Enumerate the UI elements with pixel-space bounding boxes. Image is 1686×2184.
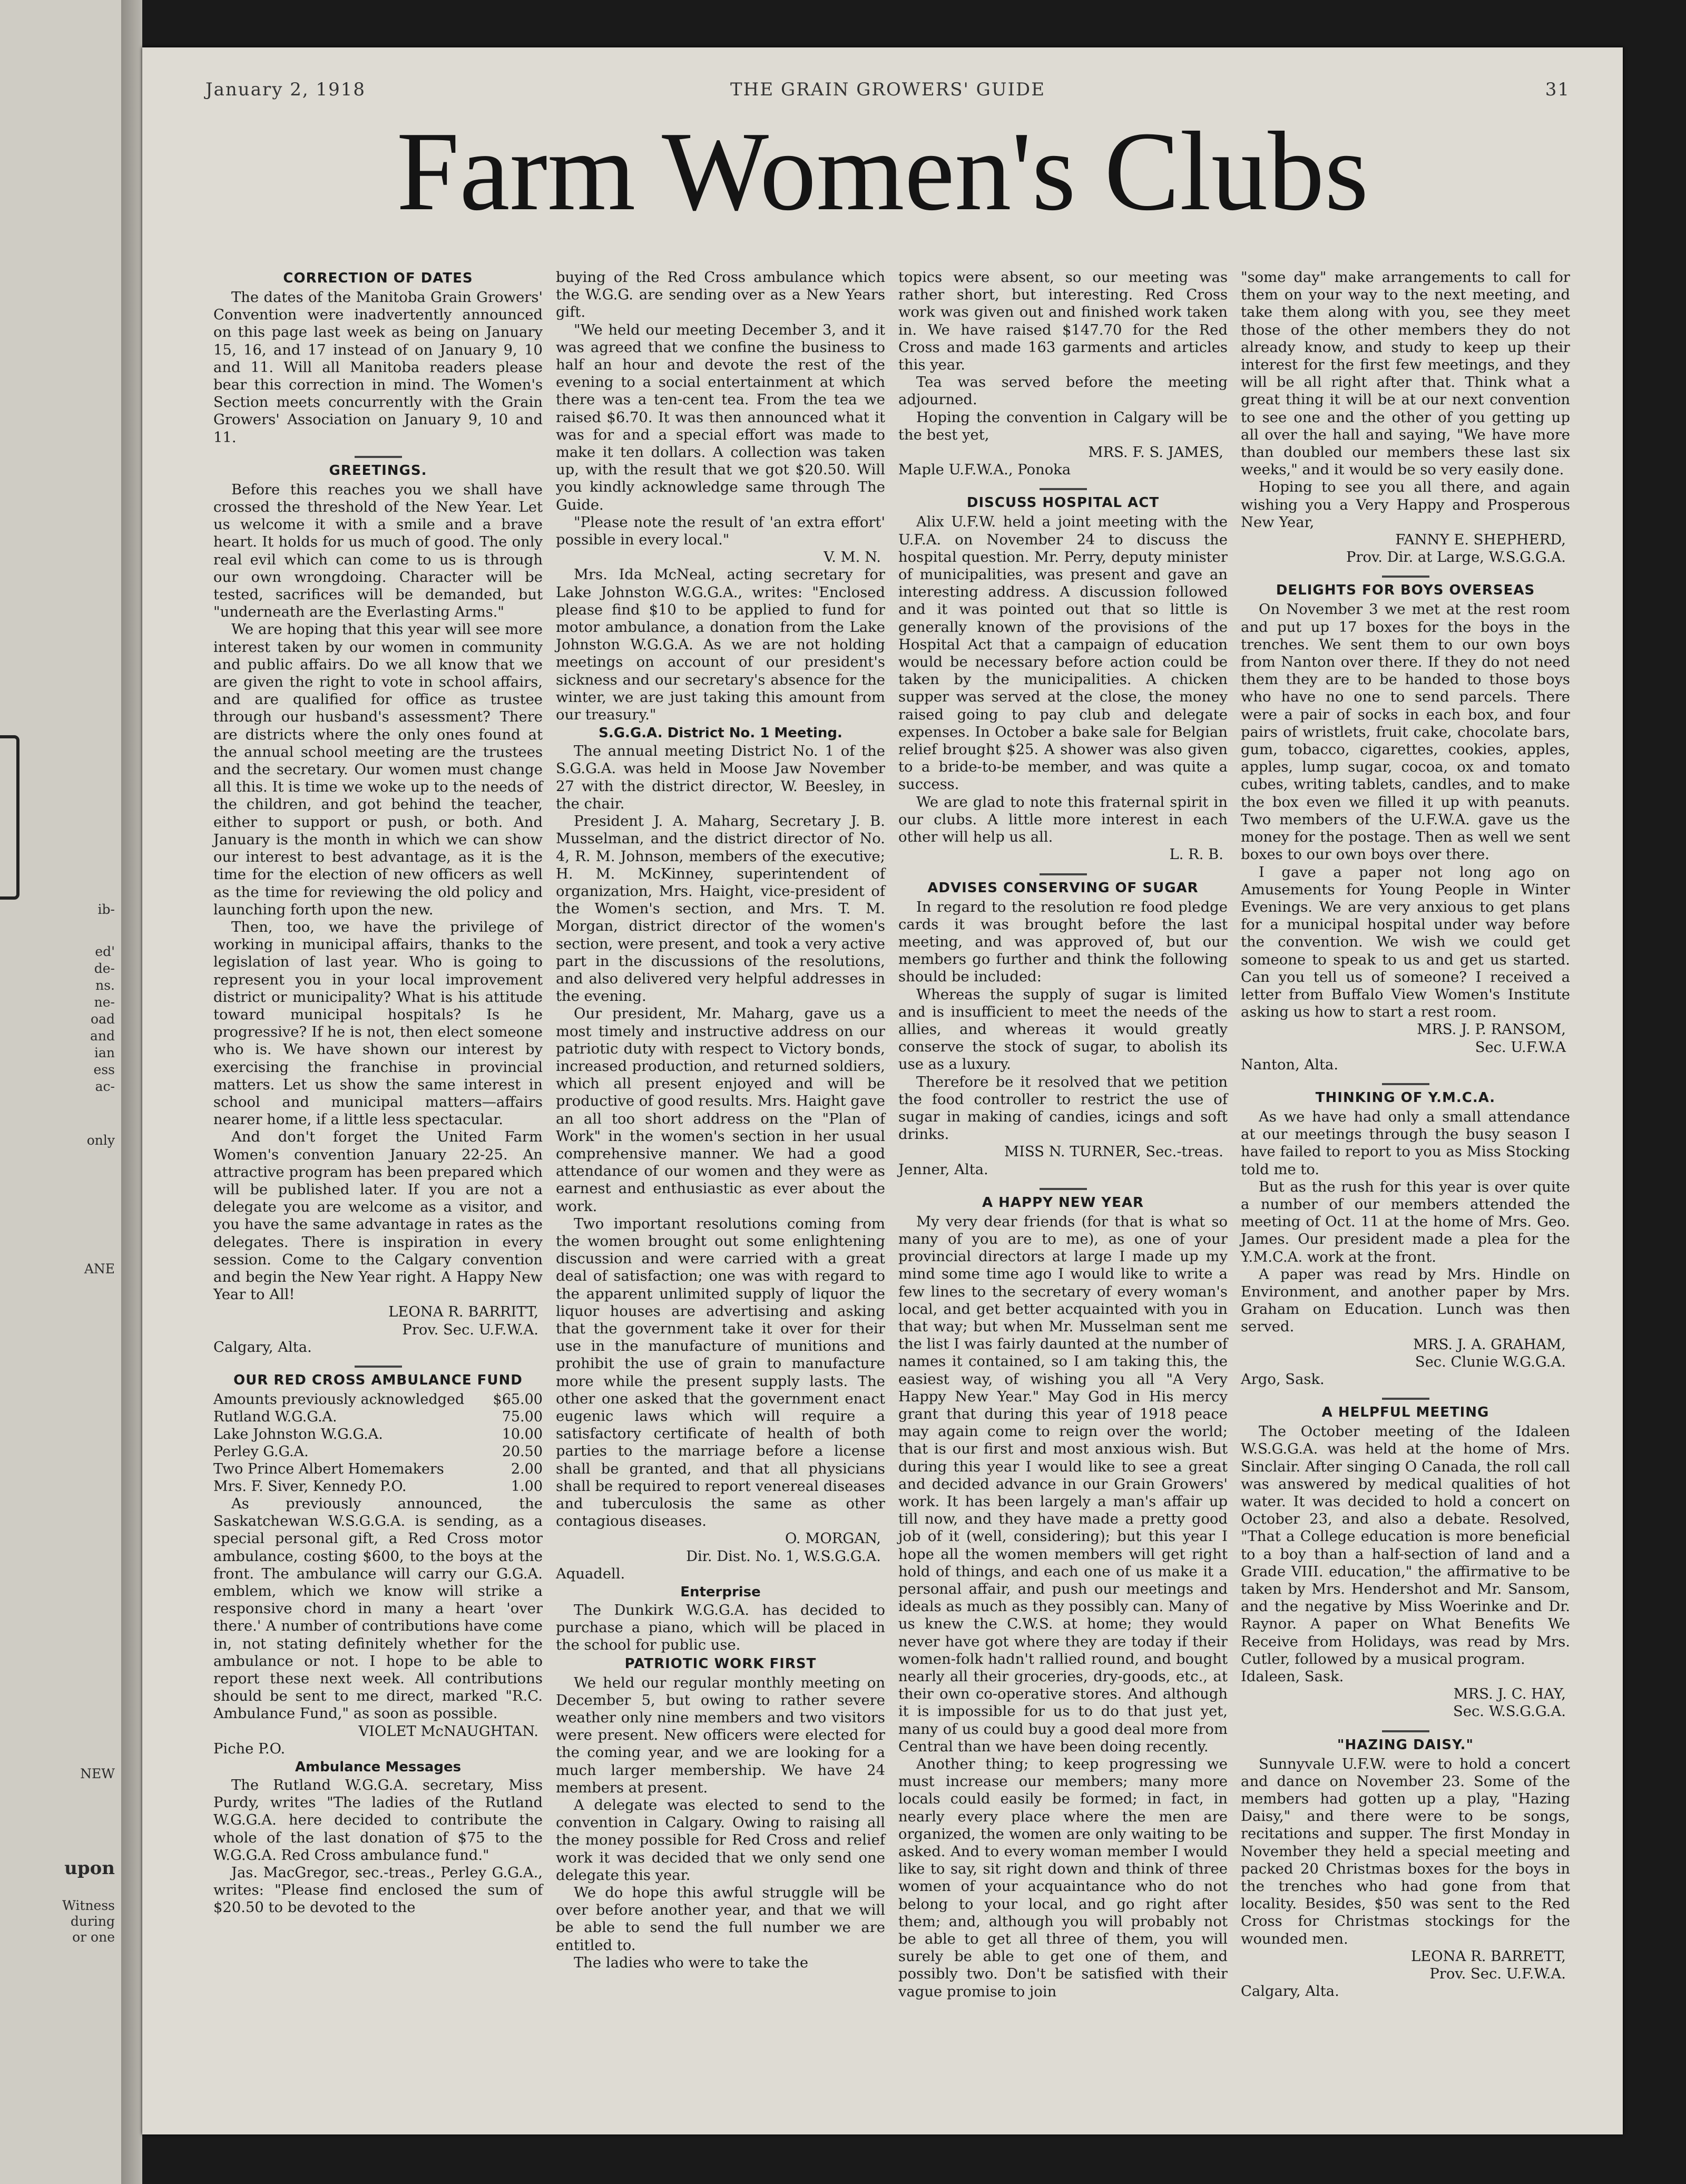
ledger-amount: 20.50	[502, 1443, 543, 1460]
divider	[1040, 488, 1087, 490]
article-paragraph: Hoping the convention in Calgary will be the best yet,	[898, 409, 1228, 443]
facing-page-fragment: ns.	[95, 978, 115, 993]
article-paragraph: Therefore be it resolved that we petition the food controller to restrict the use of sugar in making of candies, icings and soft drinks.	[898, 1074, 1228, 1143]
signature: LEONA R. BARRITT,	[388, 1304, 538, 1321]
article-heading: THINKING OF Y.M.C.A.	[1315, 1089, 1496, 1106]
contributions-table	[213, 1391, 543, 1495]
location: Calgary, Alta.	[213, 1339, 312, 1356]
table-row	[213, 1460, 543, 1478]
article-heading: PATRIOTIC WORK FIRST	[624, 1655, 817, 1672]
facing-page-fragment: ne-	[94, 994, 115, 1010]
issue-date: January 2, 1918	[205, 79, 366, 100]
facing-page-fragment: or one	[72, 1929, 115, 1945]
article-paragraph: A paper was read by Mrs. Hindle on Environment, and another paper by Mrs. Graham on Education. Lunch was then served.	[1241, 1266, 1570, 1335]
article-paragraph: Then, too, we have the privilege of working in municipal affairs, thanks to the legislation of last year. Who is going to represent you in your local improvement district or municipality? What is his attitude toward municipal hospitals? Is he progressive? If he is not, then elect someone who is. We have shown our interest by exercising the franchise in provincial matters. Let us show the same interest in school and municipal matters—affairs nearer home, if a little less spectacular.	[213, 919, 543, 1128]
signature: MISS N. TURNER, Sec.-treas.	[1004, 1144, 1223, 1161]
facing-page-fragment: NEW	[80, 1766, 115, 1781]
article-heading: DELIGHTS FOR BOYS OVERSEAS	[1276, 582, 1535, 599]
article-heading: "HAZING DAISY."	[1337, 1737, 1474, 1753]
article-paragraph: Two important resolutions coming from the women brought out some enlightening discussion and were carried with a great deal of satisfaction; one was with regard to the apparent unlimited supply of liquor the liquor houses are advertising and asking that the government take it over for their use in the manufacture of munitions and prohibit the use of grain to manufacture more while the present supply lasts. The other one asked that the government enact eugenic laws which will require a satisfactory certificate of health of both parties to the marriage before a license shall be granted, and that all physicians shall be required to report venereal diseases and tuberculosis the same as other contagious diseases.	[556, 1215, 885, 1530]
signature-title: Dir. Dist. No. 1, W.S.G.G.A.	[686, 1548, 881, 1565]
publication-name: THE GRAIN GROWERS' GUIDE	[730, 79, 1046, 100]
divider	[355, 1366, 402, 1368]
facing-page-fragment: ib-	[97, 902, 115, 917]
location: Maple U.F.W.A., Ponoka	[898, 462, 1071, 479]
article-paragraph: The ladies who were to take the	[574, 1954, 809, 1971]
article-paragraph: We are hoping that this year will see more interest taken by our women in community and public affairs. Do we all know that we are given the right to vote in school affairs, and are qualified for office as trustee through our husband's assessment? There are districts where the only ones found at the annual school meeting are the trustees and the secretary. Our women must change all this. It is time we woke up to the needs of the children, and got behind the teacher, either to support or push, or both. And January is the month in which we can show our interest to best advantage, as it is the time for the election of new officers as well as the time for reviewing the old policy and launching forth upon the new.	[213, 621, 543, 918]
facing-page-fragment: ess	[93, 1062, 115, 1077]
article-paragraph: Another thing; to keep progressing we must increase our members; many more locals could easily be formed; in fact, in nearly every place where the men are organized, the women are only waiting to be asked. And to every woman member I would like to say, sit right down and think of three women of your acquaintance who do not belong to your local, and go right after them; and, although you will probably not be able to get all three of them, you will surely be able to get one of them, and possibly two. Don't be satisfied with their vague promise to join	[898, 1756, 1228, 2000]
signature: FANNY E. SHEPHERD,	[1395, 532, 1566, 549]
signature: MRS. F. S. JAMES,	[1088, 444, 1223, 461]
signature: VIOLET McNAUGHTAN.	[358, 1723, 538, 1740]
facing-page-box-outline	[0, 735, 19, 900]
signature: O. MORGAN,	[785, 1530, 881, 1547]
page-number: 31	[1545, 79, 1570, 100]
facing-page-fragment: oad	[91, 1011, 115, 1027]
article-paragraph: I gave a paper not long ago on Amusements for Young People in Winter Evenings. We are very anxious to get plans for a municipal hospital under way before the convention. We wish we could get someone to speak to us and get us started. Can you tell us of someone? I received a letter from Buffalo View Women's Institute asking us how to start a rest room.	[1241, 864, 1570, 1021]
article-paragraph: Alix U.F.W. held a joint meeting with the U.F.A. on November 24 to discuss the hospital question. Mr. Perry, deputy minister of municipalities, was present and gave an interesting address. A discussion followed and it was pointed out that so little is generally known of the provisions of the Hospital Act that a campaign of education would be necessary before action could be taken by the municipalities. A chicken supper was served at the close, the money raised going to pay club and delegate expenses. In October a bake sale for Belgian relief brought $25. A shower was also given to a bride-to-be member, and was quite a success.	[898, 514, 1228, 793]
signature: MRS. J. A. GRAHAM,	[1413, 1336, 1566, 1353]
ledger-label: Mrs. F. Siver, Kennedy P.O.	[213, 1478, 407, 1495]
article-subheading: S.G.G.A. District No. 1 Meeting.	[599, 725, 842, 742]
article-paragraph: The Rutland W.G.G.A. secretary, Miss Purdy, writes "The ladies of the Rutland W.G.G.A. here decided to contribute the whole of the last donation of $75 to the W.G.G.A. Red Cross ambulance fund."	[213, 1777, 543, 1864]
divider	[1040, 873, 1087, 875]
table-row	[213, 1443, 543, 1460]
location: Piche P.O.	[213, 1740, 286, 1757]
ledger-amount: 10.00	[502, 1426, 543, 1442]
article-subheading: Enterprise	[680, 1584, 761, 1601]
article-paragraph: Mrs. Ida McNeal, acting secretary for Lake Johnston W.G.G.A., writes: "Enclosed please find $10 to be applied to fund for motor ambulance, a donation from the Lake Johnston W.G.G.A. As we are not holding meetings on account of our president's sickness and our secretary's absence for the winter, we are just taking this amount from our treasury."	[556, 567, 885, 724]
article-paragraph: Tea was served before the meeting adjourned.	[898, 374, 1228, 408]
article-paragraph: The annual meeting District No. 1 of the S.G.G.A. was held in Moose Jaw November 27 with the district director, W. Beesley, in the chair.	[556, 743, 885, 812]
article-paragraph: As we have had only a small attendance at our meetings through the busy season I have failed to report to you as Miss Stocking told me to.	[1241, 1108, 1570, 1178]
article-paragraph: topics were absent, so our meeting was rather short, but interesting. Red Cross work was given out and finished work taken in. We have raised $147.70 for the Red Cross and made 163 garments and articles this year.	[898, 269, 1228, 374]
signature-title: Prov. Sec. U.F.W.A.	[402, 1321, 538, 1338]
article-heading: GREETINGS.	[329, 462, 427, 479]
signature-title: Prov. Dir. at Large, W.S.G.G.A.	[1346, 549, 1566, 566]
location: Aquadell.	[556, 1565, 625, 1582]
facing-page-fragment: during	[70, 1914, 115, 1929]
facing-page-fragment: ANE	[84, 1261, 115, 1276]
divider	[1382, 1083, 1429, 1085]
article-paragraph: As previously announced, the Saskatchewan W.S.G.G.A. is sending, as a special personal gift, a Red Cross motor ambulance, costing $600, to the boys at the front. The ambulance will carry our G.G.A. emblem, which we know will strike a responsive chord in many a heart 'over there.' A number of contributions have come in, not stating definitely whether for the ambulance or not. I hope to be able to report these next week. All contributions should be sent to me direct, marked "R.C. Ambulance Fund," as soon as possible.	[213, 1495, 543, 1722]
article-paragraph: "some day" make arrangements to call for them on your way to the next meeting, and take them along with you, see they meet those of the other members they do not already know, and study to keep up their interest for the first few meetings, and they will be all right after that. Think what a great thing it will be at our next convention to see one and the other of you getting up all over the hall and saying, "We have more than doubled our members these last six weeks," and it would be so very easily done.	[1241, 269, 1570, 479]
article-paragraph: buying of the Red Cross ambulance which the W.G.G. are sending over as a New Years gift.	[556, 269, 885, 321]
ledger-label: Two Prince Albert Homemakers	[213, 1460, 444, 1477]
divider	[1382, 1730, 1429, 1732]
article-paragraph: President J. A. Maharg, Secretary J. B. Musselman, and the district director of No. 4, R. M. Johnson, members of the executive; H. M. McKinney, superintendent of organization, Mrs. Haight, vice-president of the Women's section, and Mrs. T. M. Morgan, district director of the women's section, were present, and took a very active part in the discussions of the resolutions, and also delivered very helpful addresses in the evening.	[556, 813, 885, 1005]
article-heading: A HELPFUL MEETING	[1321, 1405, 1489, 1421]
ledger-label: Amounts previously acknowledged	[213, 1391, 465, 1408]
location: Nanton, Alta.	[1241, 1056, 1339, 1073]
facing-page-fragment: de-	[94, 961, 115, 976]
column-3	[898, 269, 1228, 2001]
divider	[355, 456, 402, 458]
signature-title: Sec. Clunie W.G.G.A.	[1415, 1353, 1566, 1370]
page-header	[205, 79, 1570, 104]
signature: V. M. N.	[824, 549, 881, 566]
page-title: Farm Women's Clubs	[396, 108, 1369, 234]
location: Calgary, Alta.	[1241, 1983, 1339, 2000]
column-2	[556, 269, 885, 1972]
newspaper-page	[142, 47, 1623, 2134]
signature: LEONA R. BARRETT,	[1410, 1948, 1566, 1965]
facing-page-fragment: only	[86, 1133, 115, 1148]
column-4	[1241, 269, 1570, 2000]
article-paragraph: The dates of the Manitoba Grain Growers' Convention were inadvertently announced on this page last week as being on January 15, 16, and 17 instead of on January 9, 10 and 11. Will all Manitoba readers please bear this correction in mind. The Women's Section meets concurrently with the Grain Growers' Association on January 9, 10 and 11.	[213, 289, 543, 446]
facing-page-fragment: ed'	[95, 944, 115, 959]
article-paragraph: The Dunkirk W.G.G.A. has decided to purchase a piano, which will be placed in the school for public use.	[556, 1602, 885, 1654]
signature-title: Sec. U.F.W.A	[1475, 1039, 1566, 1056]
signature: MRS. J. P. RANSOM,	[1417, 1021, 1566, 1038]
ledger-amount: 1.00	[511, 1478, 543, 1495]
facing-page-fragment: ian	[94, 1045, 115, 1060]
article-heading: DISCUSS HOSPITAL ACT	[966, 495, 1160, 511]
ledger-amount: 2.00	[511, 1460, 543, 1477]
article-paragraph: And don't forget the United Farm Women's convention January 22-25. An attractive program has been prepared which will be published later. If you are not a delegate you are welcome as a visitor, and you have the same advantage in rates as the delegates. There is inspiration in every session. Come to the Calgary convention and begin the New Year right. A Happy New Year to All!	[213, 1129, 543, 1303]
signature: L. R. B.	[1169, 846, 1223, 863]
article-paragraph: Hoping to see you all there, and again wishing you a Very Happy and Prosperous New Year,	[1241, 479, 1570, 531]
article-paragraph: Before this reaches you we shall have crossed the threshold of the New Year. Let us welcome it with a smile and a brave heart. It holds for us much of good. The only real evil which can come to us is through our own wrongdoing. Character will be tested, sacrifices will be demanded, but "underneath are the Everlasting Arms."	[213, 481, 543, 621]
article-paragraph: We do hope this awful struggle will be over before another year, and that we will be able to send the full number we are entitled to.	[556, 1885, 885, 1954]
article-subheading: Ambulance Messages	[295, 1759, 462, 1776]
signature-title: Prov. Sec. U.F.W.A.	[1429, 1966, 1566, 1983]
divider	[1382, 1398, 1429, 1400]
book-gutter	[121, 0, 142, 2184]
column-1	[213, 269, 543, 1917]
signature: MRS. J. C. HAY,	[1453, 1686, 1566, 1703]
article-paragraph: On November 3 we met at the rest room and put up 17 boxes for the boys in the trenches. We sent them to our own boys from Nanton over there. If they do not need them they are to be handed to those boys who have no one to send parcels. There were a pair of socks in each box, and four pairs of wristlets, fruit cake, chocolate bars, gum, tobacco, cigarettes, cookies, apples, apples, lump sugar, cocoa, ox and tomato cubes, writing tablets, candles, and to make the box even we filled it up with peanuts. Two members of the U.F.W.A. gave us the money for the postage. Then as well we sent boxes to our own boys over there.	[1241, 601, 1570, 863]
table-row	[213, 1478, 543, 1495]
ledger-label: Perley G.G.A.	[213, 1443, 309, 1460]
facing-page-edge	[0, 0, 121, 2184]
facing-page-fragment: ac-	[95, 1079, 115, 1094]
article-heading: ADVISES CONSERVING OF SUGAR	[927, 880, 1199, 896]
table-row	[213, 1408, 543, 1426]
divider	[1382, 576, 1429, 578]
article-paragraph: We are glad to note this fraternal spirit in our clubs. A little more interest in each other will help us all.	[898, 794, 1228, 846]
article-paragraph: A delegate was elected to send to the convention in Calgary. Owing to raising all the money possible for Red Cross and relief work it was decided that we only send one delegate this year.	[556, 1797, 885, 1884]
ledger-label: Lake Johnston W.G.G.A.	[213, 1426, 383, 1442]
article-paragraph: My very dear friends (for that is what so many of you are to me), as one of your provincial directors at large I made up my mind some time ago I would like to write a few lines to the secretary of every woman's local, and get better acquainted with you in that way; but when Mr. Musselman sent me the list I was fairly daunted at the number of names it contained, so I am taking this, the easiest way, of wishing you all "A Very Happy New Year." May God in His mercy grant that during this year of 1918 peace may again come to reign over the world; that is our first and most anxious wish. But during this year I would like to see a great and decided advance in our Grain Growers' work. It has been largely a man's affair up till now, and they have made a pretty good job of it (well, considering); but this year I hope all the women members will get right hold of things, and each one of us make it a personal affair, and push our meetings and ideals as much as they possibly can. Many of us knew the C.W.S. at home; they would never have got where they are today if their women-folk hadn't rallied round, and bought nearly all their groceries, dry-goods, etc., at their own co-operative stores. And although it is impossible for us to do that just yet, many of us could buy a good deal more from Central than we have been doing recently.	[898, 1213, 1228, 1755]
article-paragraph: Whereas the supply of sugar is limited and is insufficient to meet the needs of the allies, and whereas it would greatly conserve the stock of sugar, to abolish its use as a luxury.	[898, 986, 1228, 1073]
article-paragraph: Sunnyvale U.F.W. were to hold a concert and dance on November 23. Some of the members had gotten up a play, "Hazing Daisy," and there were to be songs, recitations and supper. The first Monday in November they held a special meeting and packed 20 Christmas boxes for the boys in the trenches who had gone from that locality. Besides, $50 was sent to the Red Cross for Christmas stockings for the wounded men.	[1241, 1756, 1570, 1947]
ledger-amount: $65.00	[493, 1391, 543, 1408]
facing-page-fragment: upon	[64, 1858, 115, 1879]
article-paragraph: "We held our meeting December 3, and it was agreed that we confine the business to half an hour and devote the rest of the evening to a social entertainment at which there was a ten-cent tea. From the tea we raised $6.70. It was then announced what it was for and a special effort was made to make it ten dollars. A collection was taken up, with the result that we got $20.50. Will you kindly acknowledge same through The Guide.	[556, 321, 885, 513]
article-heading: CORRECTION OF DATES	[283, 270, 473, 286]
article-paragraph: Our president, Mr. Maharg, gave us a most timely and instructive address on our patriotic duty with respect to Victory bonds, increased production, and returned soldiers, which all present enjoyed and will be productive of good results. Mrs. Haight gave an all too short address on the "Plan of Work" in the women's section in her usual comprehensive manner. We had a good attendance of our women and they were as earnest and enthusiastic as ever about the work.	[556, 1006, 885, 1215]
location: Argo, Sask.	[1241, 1371, 1325, 1388]
article-paragraph: "Please note the result of 'an extra effort' possible in every local."	[556, 514, 885, 549]
article-heading: A HAPPY NEW YEAR	[982, 1194, 1144, 1211]
ledger-amount: 75.00	[502, 1408, 543, 1425]
article-paragraph: The October meeting of the Idaleen W.S.G.G.A. was held at the home of Mrs. Sinclair. After singing O Canada, the roll call was answered by medical qualities of hot water. It was decided to hold a concert on October 23, and also a debate. Resolved, "That a College education is more beneficial to a boy than a half-section of land and a Grade VIII. education," the affirmative to be taken by Mrs. Hendershot and Mr. Sansom, and the negative by Miss Woerinke and Dr. Raynor. A paper on What Benefits We Receive from Holidays, was read by Mrs. Cutler, followed by a musical program.	[1241, 1423, 1570, 1668]
facing-page-fragment: Witness	[62, 1898, 115, 1913]
article-paragraph: But as the rush for this year is over quite a number of our members attended the meeting of Oct. 11 at the home of Mrs. Geo. James. Our president made a plea for the Y.M.C.A. work at the front.	[1241, 1178, 1570, 1265]
table-row	[213, 1391, 543, 1408]
table-row	[213, 1426, 543, 1443]
divider	[1040, 1188, 1087, 1190]
ledger-label: Rutland W.G.G.A.	[213, 1408, 337, 1425]
article-paragraph: We held our regular monthly meeting on December 5, but owing to rather severe weather only nine members and two visitors were present. New officers were elected for the coming year, and we are looking for a much larger membership. We have 24 members at present.	[556, 1674, 885, 1796]
article-heading: OUR RED CROSS AMBULANCE FUND	[233, 1372, 523, 1388]
article-paragraph: Jas. MacGregor, sec.-treas., Perley G.G.A., writes: "Please find enclosed the sum of $20.50 to be devoted to the	[213, 1865, 543, 1916]
facing-page-fragment: and	[90, 1028, 115, 1044]
location: Jenner, Alta.	[898, 1161, 988, 1178]
location: Idaleen, Sask.	[1241, 1669, 1344, 1685]
signature-title: Sec. W.S.G.G.A.	[1453, 1703, 1566, 1720]
article-paragraph: In regard to the resolution re food pledge cards it was brought before the last meeting, and was approved of, but our members go further and think the following should be included:	[898, 899, 1228, 986]
